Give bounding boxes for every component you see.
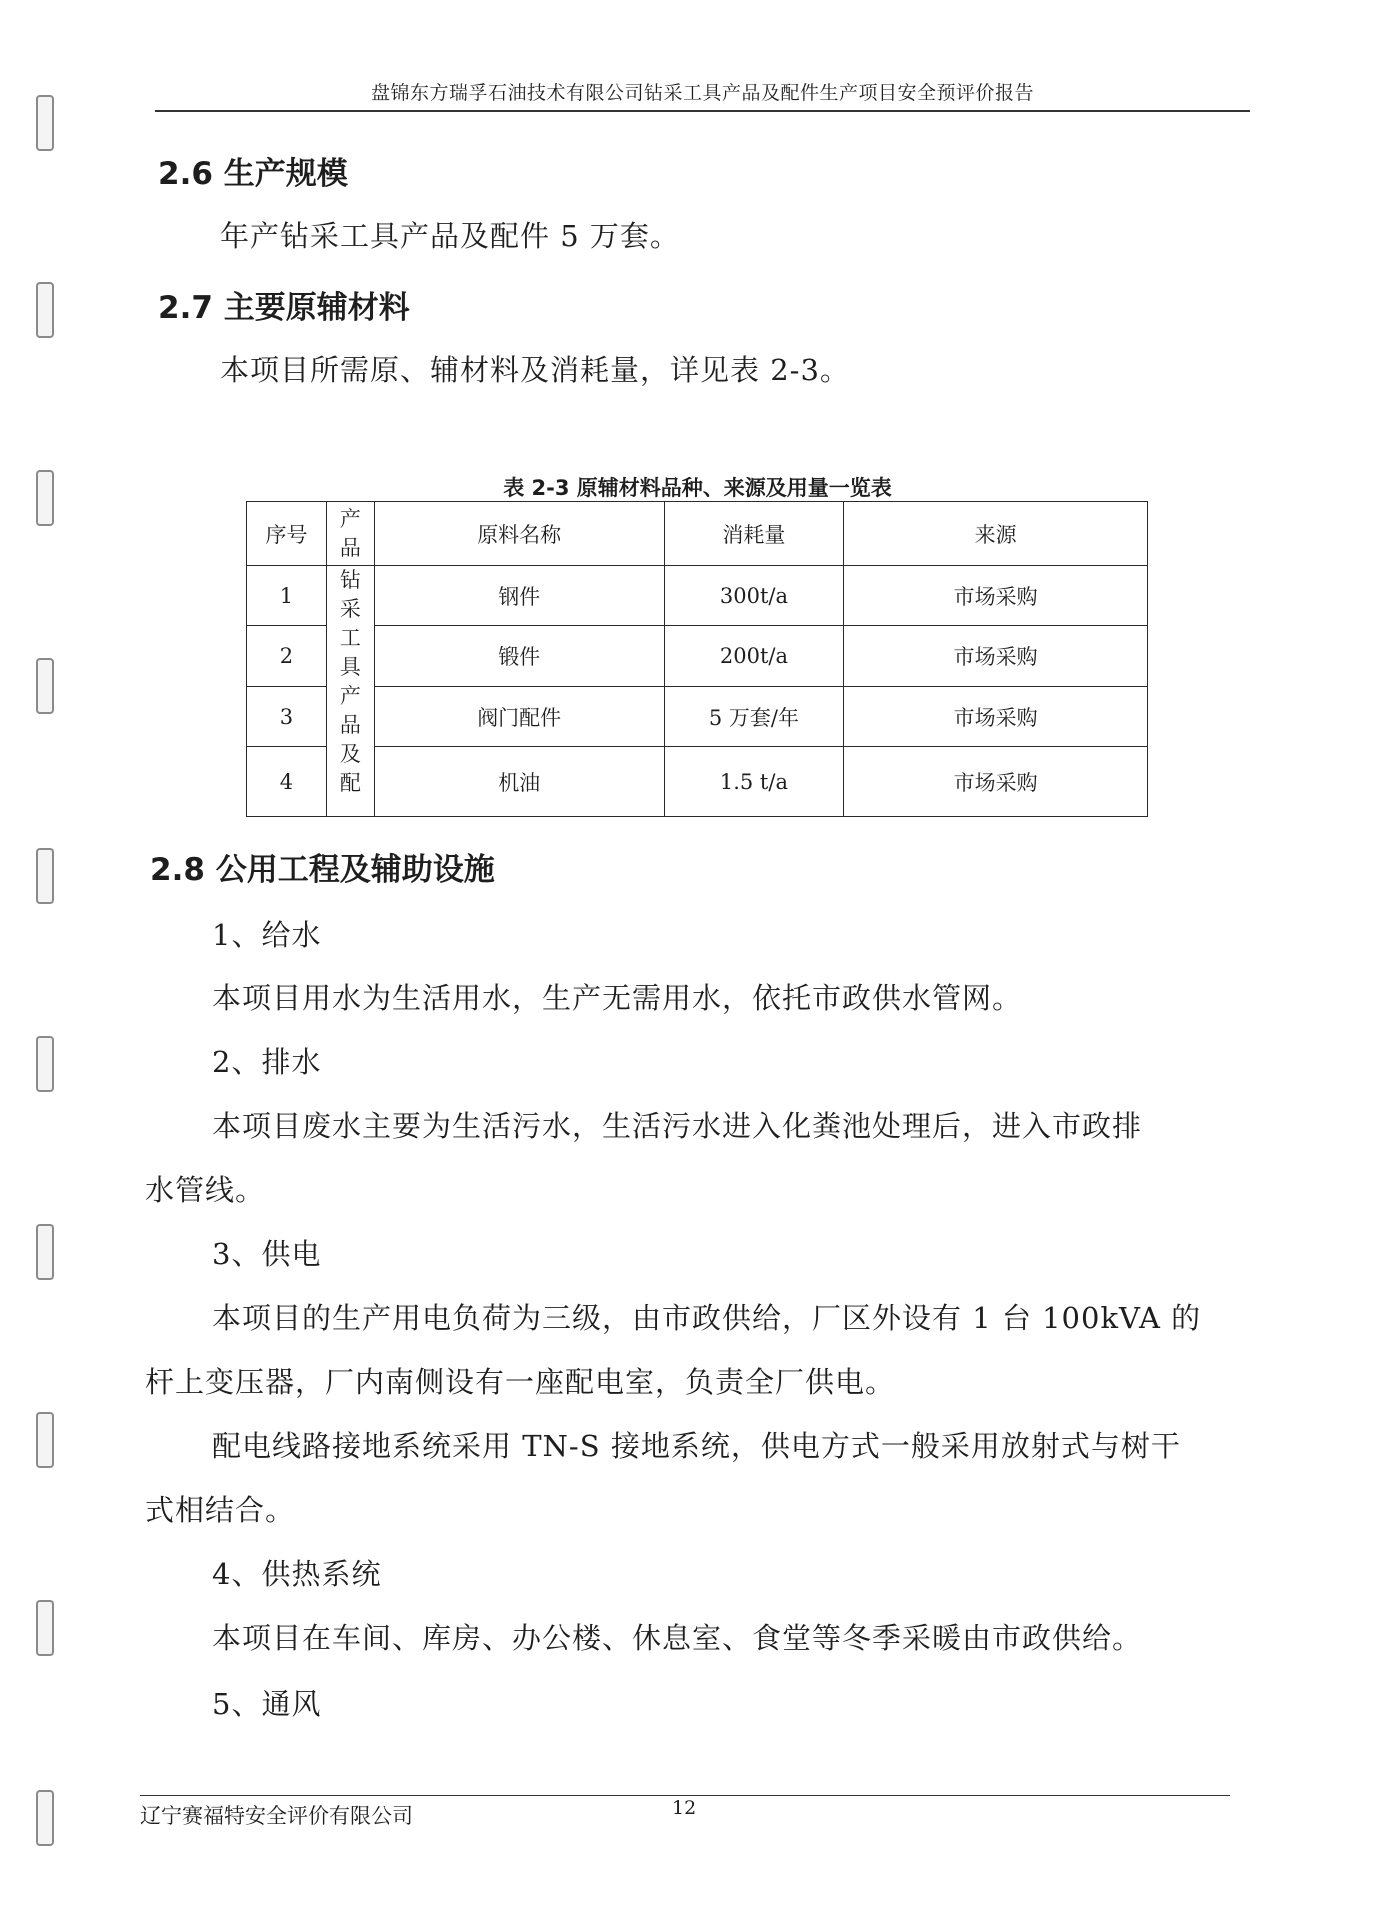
cell-material: 机油	[374, 747, 664, 817]
binder-hole	[36, 1224, 54, 1280]
table-row	[247, 566, 1148, 626]
binder-hole	[36, 95, 54, 151]
item-4-text: 本项目在车间、库房、办公楼、休息室、食堂等冬季采暖由市政供给。	[212, 1621, 1143, 1655]
section-2-7-text: 本项目所需原、辅材料及消耗量，详见表 2-3。	[220, 353, 850, 387]
section-heading-2-6: 2.6 生产规模	[158, 156, 348, 192]
item-1-title: 1、给水	[212, 918, 322, 952]
table-row	[247, 747, 1148, 817]
header-source: 来源	[844, 502, 1148, 566]
cell-source: 市场采购	[844, 747, 1148, 817]
section-2-6-text: 年产钻采工具产品及配件 5 万套。	[220, 219, 680, 253]
item-1-text: 本项目用水为生活用水，生产无需用水，依托市政供水管网。	[212, 981, 1023, 1015]
cell-seq: 2	[247, 626, 327, 686]
item-4-title: 4、供热系统	[212, 1557, 382, 1591]
table-row	[247, 626, 1148, 686]
item-2-title: 2、排水	[212, 1045, 322, 1079]
page-number: 12	[672, 1797, 697, 1819]
cell-consumption: 1.5 t/a	[664, 747, 844, 817]
item-3-text1-line1: 本项目的生产用电负荷为三级，由市政供给，厂区外设有 1 台 100kVA 的	[212, 1301, 1202, 1335]
item-3-text2-line2: 式相结合。	[145, 1493, 296, 1527]
materials-table	[246, 501, 1148, 817]
cell-material: 钢件	[374, 566, 664, 626]
cell-seq: 3	[247, 686, 327, 746]
binder-hole	[36, 1790, 54, 1846]
table-row	[247, 686, 1148, 746]
item-2-text-line2: 水管线。	[145, 1173, 266, 1207]
footer-rule	[140, 1795, 1230, 1796]
cell-seq: 1	[247, 566, 327, 626]
binder-hole	[36, 282, 54, 338]
item-2-text-line1: 本项目废水主要为生活污水，生活污水进入化粪池处理后，进入市政排	[212, 1109, 1143, 1143]
cell-material: 锻件	[374, 626, 664, 686]
cell-consumption: 200t/a	[664, 626, 844, 686]
cell-material: 阀门配件	[374, 686, 664, 746]
header-material: 原料名称	[374, 502, 664, 566]
section-heading-2-7: 2.7 主要原辅材料	[158, 290, 410, 326]
cell-source: 市场采购	[844, 566, 1148, 626]
binder-hole	[36, 848, 54, 904]
item-3-text1-line2: 杆上变压器，厂内南侧设有一座配电室，负责全厂供电。	[145, 1365, 896, 1399]
table-caption: 表 2-3 原辅材料品种、来源及用量一览表	[503, 476, 892, 500]
cell-product: 钻采工具产品及配	[326, 566, 374, 817]
cell-source: 市场采购	[844, 686, 1148, 746]
cell-consumption: 5 万套/年	[664, 686, 844, 746]
binder-hole	[36, 1036, 54, 1092]
cell-consumption: 300t/a	[664, 566, 844, 626]
item-5-title: 5、通风	[212, 1687, 322, 1721]
cell-source: 市场采购	[844, 626, 1148, 686]
binder-hole	[36, 658, 54, 714]
header-rule	[155, 110, 1250, 112]
binder-hole	[36, 1600, 54, 1656]
item-3-text2-line1: 配电线路接地系统采用 TN-S 接地系统，供电方式一般采用放射式与树干	[212, 1429, 1181, 1463]
section-heading-2-8: 2.8 公用工程及辅助设施	[150, 852, 495, 888]
header-consumption: 消耗量	[664, 502, 844, 566]
header-seq: 序号	[247, 502, 327, 566]
running-header: 盘锦东方瑞孚石油技术有限公司钻采工具产品及配件生产项目安全预评价报告	[370, 82, 1034, 104]
item-3-title: 3、供电	[212, 1237, 322, 1271]
header-product: 产品	[326, 502, 374, 566]
binder-hole	[36, 1412, 54, 1468]
footer-company: 辽宁赛福特安全评价有限公司	[140, 1804, 413, 1828]
binder-hole	[36, 470, 54, 526]
table-header-row	[247, 502, 1148, 566]
cell-seq: 4	[247, 747, 327, 817]
